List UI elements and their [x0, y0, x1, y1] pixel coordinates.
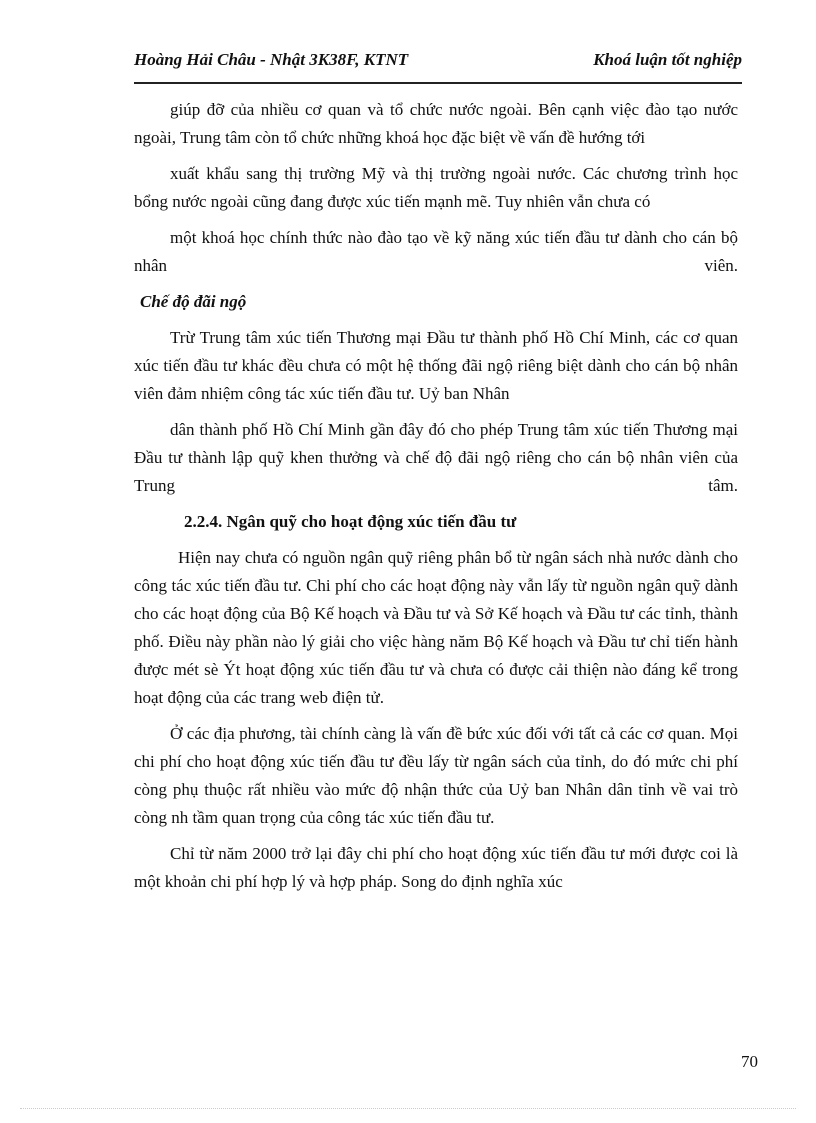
paragraph: giúp đỡ của nhiều cơ quan và tổ chức nước ngoài. Bên cạnh việc đào tạo nước ngoài, Trung tâm còn tổ chức những khoá học đặc biệt về vấn đề hướng tới [134, 100, 738, 147]
paragraph: Ở các địa phương, tài chính càng là vấn đề bức xúc đối với tất cả các cơ quan. Mọi chi phí cho hoạt động xúc tiến đầu tư đều lấy từ ngân sách của tỉnh, do đó mức chi phí còng phụ thuộc rất nhiều vào mức độ nhận thức của Uỷ ban Nhân dân tỉnh về vai trò còng nh tầm quan trọng của công tác xúc tiến đầu tư. [134, 724, 738, 827]
paragraph: Hiện nay chưa có nguồn ngân quỹ riêng phân bổ từ ngân sách nhà nước dành cho công tác xúc tiến đầu tư. Chi phí cho các hoạt động này vẫn lấy từ nguồn ngân quỹ dành cho các hoạt động của Bộ Kế hoạch và Đầu tư và Sở Kế hoạch và Đầu tư các tỉnh, thành phố. Điều này phần nào lý giải cho việc hàng năm Bộ Kế hoạch và Đầu tư chỉ tiến hành được mét sè Ýt hoạt động xúc tiến đầu tư và chưa có được cải thiện nào đáng kể trong hoạt động của các trang web điện tử. [134, 548, 738, 707]
header-doc-type: Khoá luận tốt nghiệp [593, 50, 742, 69]
paragraph: xuất khẩu sang thị trường Mỹ và thị trường ngoài nước. Các chương trình học bổng nước ngoài cũng đang được xúc tiến mạnh mẽ. Tuy nhiên vẫn chưa có [134, 164, 738, 211]
paragraph: dân thành phố Hồ Chí Minh gần đây đó cho phép Trung tâm xúc tiến Thương mại Đầu tư thành lập quỹ khen thưởng và chế độ đãi ngộ riêng cho cán bộ nhân viên của Trung tâm. [134, 420, 738, 495]
body-text [134, 96, 738, 904]
header-author: Hoàng Hải Châu - Nhật 3K38F, KTNT [134, 50, 409, 69]
section-heading-italic: Chế độ đãi ngộ [140, 292, 247, 311]
page-number: 70 [741, 1052, 758, 1071]
section-heading: 2.2.4. Ngân quỹ cho hoạt động xúc tiến đầu tư [184, 512, 517, 531]
page-header [134, 50, 742, 84]
paragraph: Chỉ từ năm 2000 trở lại đây chi phí cho hoạt động xúc tiến đầu tư mới được coi là một khoản chi phí hợp lý và hợp pháp. Song do định nghĩa xúc [134, 844, 738, 891]
paragraph: Trừ Trung tâm xúc tiến Thương mại Đầu tư thành phố Hồ Chí Minh, các cơ quan xúc tiến đầu tư khác đều chưa có một hệ thống đãi ngộ riêng biệt dành cho cán bộ nhân viên đảm nhiệm công tác xúc tiến đầu tư. Uỷ ban Nhân [134, 328, 738, 403]
footer-divider [20, 1108, 796, 1109]
paragraph: một khoá học chính thức nào đào tạo về kỹ năng xúc tiến đầu tư dành cho cán bộ nhân viên. [134, 228, 738, 275]
